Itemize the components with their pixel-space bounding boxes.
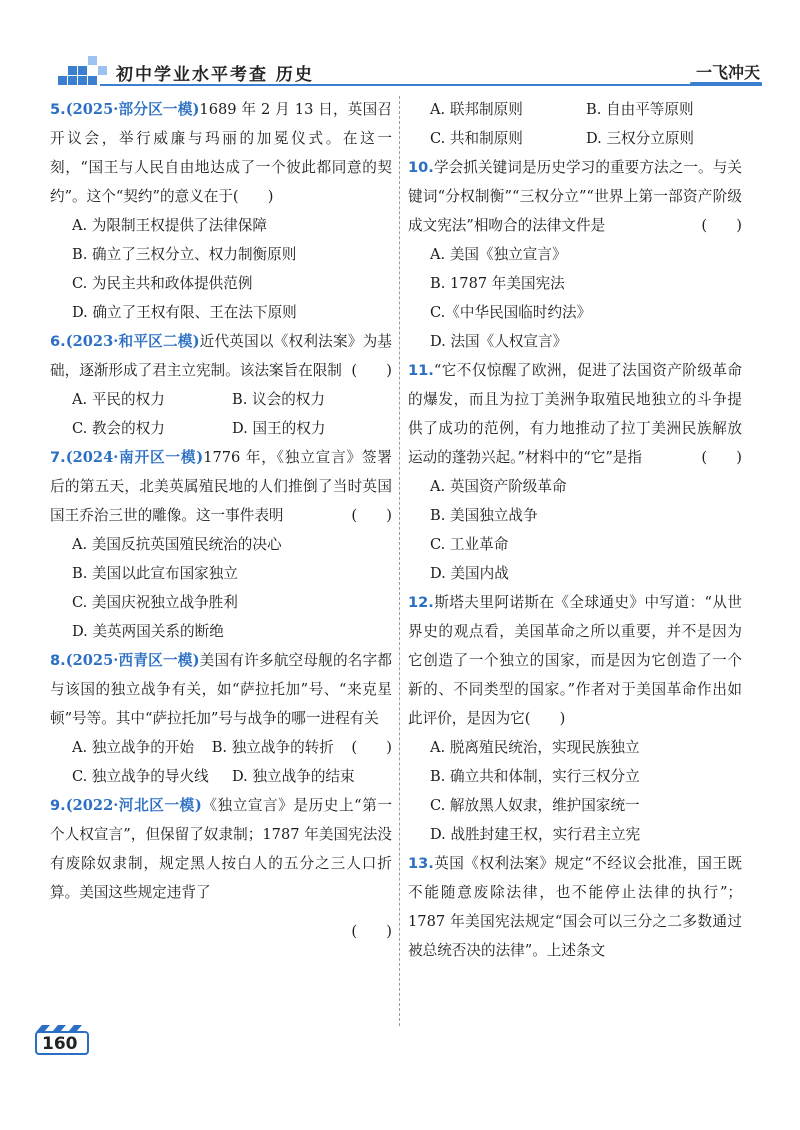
- answer-blank[interactable]: ( ): [351, 507, 392, 524]
- question-number: 10.: [408, 159, 434, 176]
- question-8: [50, 646, 392, 791]
- option[interactable]: D. 战胜封建王权，实行君主立宪: [430, 826, 641, 843]
- question-stem: 1689 年 2 月 13 日，英国召开议会，举行威廉与玛丽的加冕仪式。在这一刻，“国王与人民自由地达成了一个彼此都同意的契约”。这个“契约”的意义在于: [50, 101, 392, 205]
- answer-blank[interactable]: ( ): [524, 710, 566, 727]
- question-source: (2023·和平区二模): [65, 333, 200, 350]
- option[interactable]: B. 确立共和体制，实行三权分立: [430, 768, 640, 785]
- page-number: 160: [42, 1034, 78, 1054]
- answer-blank[interactable]: ( ): [351, 923, 392, 940]
- question-12: [408, 588, 742, 849]
- question-7: [50, 443, 392, 646]
- answer-blank[interactable]: ( ): [701, 217, 742, 234]
- question-stem: 近代英国以《权利法案》为基础，逐渐形成了君主立宪制。该法案旨在限制: [50, 333, 392, 379]
- left-column: [50, 95, 392, 946]
- option[interactable]: D. 三权分立原则: [586, 130, 695, 147]
- answer-blank[interactable]: ( ): [351, 362, 392, 379]
- question-11: [408, 356, 742, 588]
- option[interactable]: A. 独立战争的开始: [72, 739, 194, 756]
- option[interactable]: D. 美国内战: [430, 565, 509, 582]
- answer-blank[interactable]: ( ): [351, 739, 392, 756]
- question-stem: 学会抓关键词是历史学习的重要方法之一。与关键词“分权制衡”“三权分立”“世界上第一部资产阶级成文宪法”相吻合的法律文件是: [408, 159, 742, 234]
- question-6: [50, 327, 392, 443]
- option[interactable]: C. 为民主共和政体提供范例: [72, 275, 253, 292]
- right-column: [408, 95, 742, 965]
- option[interactable]: D. 美英两国关系的断绝: [72, 623, 224, 640]
- question-number: 12.: [408, 594, 434, 611]
- option[interactable]: A. 美国反抗英国殖民统治的决心: [72, 536, 282, 553]
- option[interactable]: A. 为限制王权提供了法律保障: [72, 217, 267, 234]
- option[interactable]: C. 独立战争的导火线: [72, 768, 209, 785]
- option[interactable]: C.《中华民国临时约法》: [430, 304, 592, 321]
- question-stem: 美国有许多航空母舰的名字都与该国的独立战争有关，如“萨拉托加”号、“来克星顿”号等。其中“萨拉托加”号与战争的哪一进程有关: [50, 652, 392, 727]
- question-13: [408, 849, 742, 965]
- page-header: [40, 52, 762, 92]
- header-brand: 一飞冲天: [695, 63, 760, 82]
- question-source: (2024·南开区一模): [65, 449, 204, 466]
- option[interactable]: D. 独立战争的结束: [232, 768, 355, 785]
- question-5: [50, 95, 392, 327]
- option[interactable]: A. 英国资产阶级革命: [430, 478, 567, 495]
- option[interactable]: A. 美国《独立宣言》: [430, 246, 567, 263]
- question-stem: 英国《权利法案》规定“不经议会批准，国王既不能随意废除法律，也不能停止法律的执行”；1787 年美国宪法规定“国会可以三分之二多数通过被总统否决的法律”。上述条文: [408, 855, 742, 959]
- question-number: 7.: [50, 449, 66, 466]
- question-stem: 1776 年，《独立宣言》签署后的第五天，北美英属殖民地的人们推倒了当时英国国王乔治三世的雕像。这一事件表明: [50, 449, 392, 524]
- question-9: [50, 791, 392, 946]
- option[interactable]: A. 平民的权力: [72, 391, 165, 408]
- question-stem: 斯塔夫里阿诺斯在《全球通史》中写道：“从世界史的观点看，美国革命之所以重要，并不是因为它创造了一个独立的国家，而是因为它创造了一个新的、不同类型的国家。”作者对于美国革命作出如此评价，是因为它: [408, 594, 742, 727]
- question-10: [408, 153, 742, 356]
- option[interactable]: C. 解放黑人奴隶，维护国家统一: [430, 797, 640, 814]
- option[interactable]: A. 联邦制原则: [430, 101, 523, 118]
- question-source: (2025·西青区一模): [65, 652, 200, 669]
- answer-blank[interactable]: ( ): [232, 188, 274, 205]
- option[interactable]: D. 法国《人权宣言》: [430, 333, 568, 350]
- option[interactable]: B. 1787 年美国宪法: [430, 275, 565, 292]
- question-number: 8.: [50, 652, 66, 669]
- option[interactable]: B. 美国以此宣布国家独立: [72, 565, 238, 582]
- option[interactable]: B. 自由平等原则: [586, 101, 694, 118]
- column-divider: [399, 96, 400, 1026]
- brand-swoosh-icon: [690, 82, 762, 85]
- header-title: 初中学业水平考查 历史: [116, 65, 314, 85]
- question-number: 11.: [408, 362, 434, 379]
- option[interactable]: B. 确立了三权分立、权力制衡原则: [72, 246, 297, 263]
- question-stem: “它不仅惊醒了欧洲，促进了法国资产阶级革命的爆发，而且为拉丁美洲争取殖民地独立的斗争提供了成功的范例，有力地推动了拉丁美洲民族解放运动的蓬勃兴起。”材料中的“它”是指: [408, 362, 742, 466]
- option[interactable]: B. 独立战争的转折: [211, 739, 334, 756]
- option[interactable]: C. 共和制原则: [430, 130, 523, 147]
- option[interactable]: D. 国王的权力: [232, 420, 326, 437]
- option[interactable]: C. 工业革命: [430, 536, 509, 553]
- question-number: 13.: [408, 855, 434, 872]
- option[interactable]: B. 美国独立战争: [430, 507, 538, 524]
- question-source: (2025·部分区一模): [65, 101, 200, 118]
- option[interactable]: A. 脱离殖民统治，实现民族独立: [430, 739, 640, 756]
- question-number: 6.: [50, 333, 66, 350]
- question-source: (2022·河北区一模): [65, 797, 202, 814]
- answer-blank[interactable]: ( ): [701, 449, 742, 466]
- option[interactable]: C. 教会的权力: [72, 420, 165, 437]
- question-number: 5.: [50, 101, 66, 118]
- question-number: 9.: [50, 797, 66, 814]
- option[interactable]: D. 确立了王权有限、王在法下原则: [72, 304, 297, 321]
- option[interactable]: B. 议会的权力: [232, 391, 325, 408]
- question-stem: 《独立宣言》是历史上“第一个人权宣言”，但保留了奴隶制；1787 年美国宪法没有废除奴隶制，规定黑人按白人的五分之三人口折算。美国这些规定违背了: [50, 797, 392, 901]
- option[interactable]: C. 美国庆祝独立战争胜利: [72, 594, 238, 611]
